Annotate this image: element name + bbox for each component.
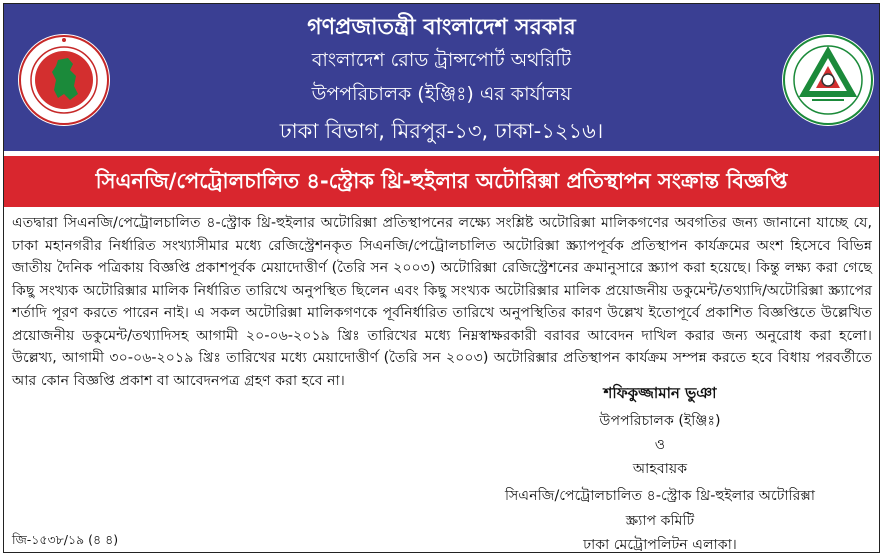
office-name: উপপরিচালক (ইঞ্জিঃ) এর কার্যালয় bbox=[311, 83, 572, 105]
notice-title-banner: সিএনজি/পেট্রোলচালিত ৪-স্ট্রোক থ্রি-হুইলার অটোরিক্সা প্রতিস্থাপন সংক্রান্ত বিজ্ঞপ্তি bbox=[4, 156, 879, 207]
notice-paragraph: এতদ্বারা সিএনজি/পেট্রোলচালিত ৪-স্ট্রোক থ্রি-হুইলার অটোরিক্সা প্রতিস্থাপনের লক্ষ্যে সংশ্লিষ্ট অটোরিক্সা মালিকগণের অবগতির জন্য জানানো যাচ্ছে যে, ঢাকা মহানগরীর নির্ধারিত সংখ্যাসীমার মধ্যে রেজিস্ট্রেশনকৃত সিএনজি/পেট্রোলচালিত অটোরিক্সা স্ক্র্যাপপূর্বক প্রতিস্থাপন কার্যক্রমের অংশ হিসেবে বিভিন্ন জাতীয় দৈনিক পত্রিকায় বিজ্ঞপ্তি প্রকাশপূর্বক মেয়াদোত্তীর্ণ (তৈরি সন ২০০৩) অটোরিক্সা রেজিস্ট্রেশনের ক্রমানুসারে স্ক্র্যাপ করা হয়েছে। কিন্তু লক্ষ্য করা গেছে কিছু সংখ্যক অটোরিক্সার মালিক নির্ধারিত তারিখে অনুপস্থিত ছিলেন এবং কিছু সংখ্যক অটোরিক্সার মালিক প্রয়োজনীয় ডকুমেন্ট/তথ্যাদি/অটোরিক্সা স্ক্র্যাপের শর্তাদি পূরণ করতে পারেন নাই। এ সকল অটোরিক্সা মালিকগণকে পূর্বনির্ধারিত তারিখে অনুপস্থিতির কারণ উল্লেখ ইতোপূর্বে প্রকাশিত বিজ্ঞপ্তিতে উল্লেখিত প্রয়োজনীয় ডকুমেন্ট/তথ্যাদিসহ আগামী ২০-০৬-২০১৯ খ্রিঃ তারিখের মধ্যে নিম্নস্বাক্ষরকারী বরাবর আবেদন দাখিল করার জন্য অনুরোধ করা হলো। উল্লেখ্য, আগামী ৩০-০৬-২০১৯ খ্রিঃ তারিখের মধ্যে মেয়াদোত্তীর্ণ (তৈরি সন ২০০৩) অটোরিক্সার প্রতিস্থাপন কার্যক্রম সম্পন্ন করতে হবে বিধায় পরবর্তীতে আর কোন বিজ্ঞপ্তি প্রকাশ বা আবেদনপত্র গ্রহণ করা হবে না। bbox=[12, 215, 872, 389]
committee-name-line1: সিএনজি/পেট্রোলচালিত ৪-স্ট্রোক থ্রি-হুইলার অটোরিক্সা bbox=[505, 488, 815, 504]
notice-body bbox=[12, 212, 872, 392]
signatory-designation: উপপরিচালক (ইঞ্জিঃ) bbox=[599, 413, 721, 429]
notice-header bbox=[4, 4, 879, 151]
office-address: ঢাকা বিভাগ, মিরপুর-১৩, ঢাকা-১২১৬। bbox=[279, 119, 604, 143]
signatory-conjunction: ও bbox=[654, 437, 666, 453]
committee-name-line2: স্ক্র্যাপ কমিটি bbox=[625, 513, 695, 529]
signatory-role: আহবায়ক bbox=[632, 461, 688, 477]
reference-number: জি-১৫৩৮/১৯ (৪ ৪) bbox=[12, 532, 119, 547]
signatory-name: শফিকুজ্জামান ভুঞা bbox=[603, 384, 717, 402]
government-title: গণপ্রজাতন্ত্রী বাংলাদেশ সরকার bbox=[307, 15, 576, 40]
authority-name: বাংলাদেশ রোড ট্রান্সপোর্ট অথরিটি bbox=[311, 49, 572, 71]
committee-area: ঢাকা মেট্রোপলিটন এলাকা। bbox=[583, 537, 737, 553]
